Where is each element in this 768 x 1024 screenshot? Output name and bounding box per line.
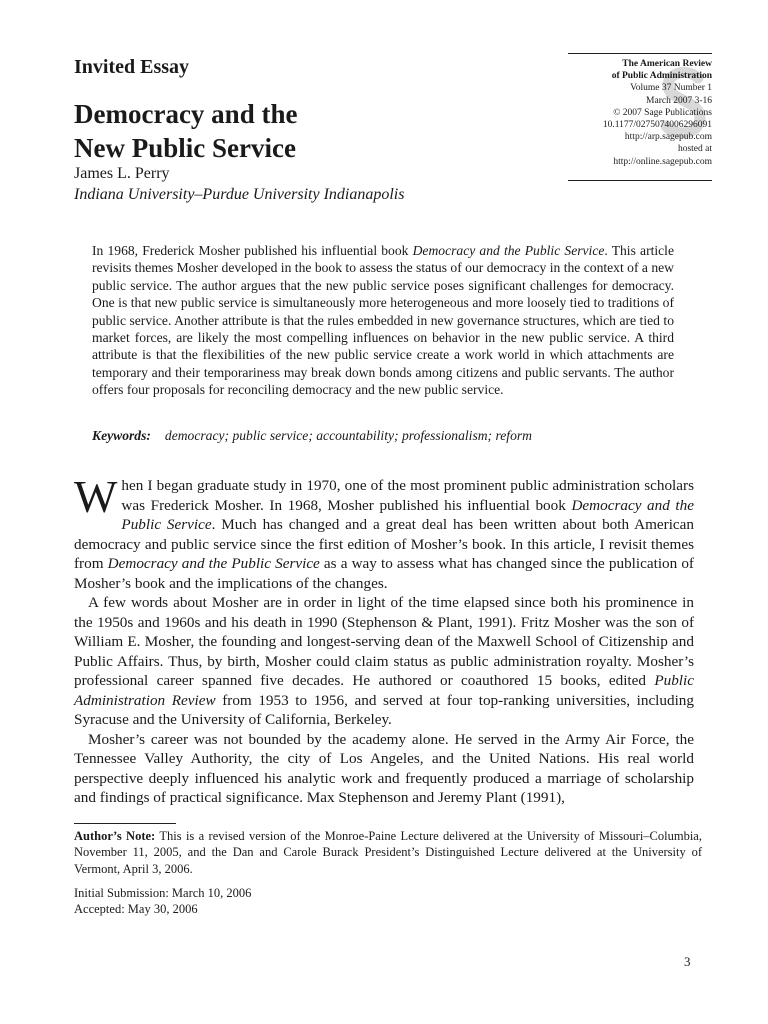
- author-affiliation: Indiana University–Purdue University Indianapolis: [74, 186, 405, 203]
- body-text: from 1953 to 1956, and served at four top-ranking universities, including Syracuse and the University of California, Berkeley.: [74, 691, 694, 728]
- author-note-text: This is a revised version of the Monroe-Paine Lecture delivered at the University of Missouri–Columbia, November 11, 2005, and the Dan and Carole Burack President’s Distinguished Lecture delivered at the University of Vermont, April 3, 2006.: [74, 829, 702, 876]
- section-label: Invited Essay: [74, 56, 190, 78]
- journal-url: http://arp.sagepub.com: [624, 132, 712, 143]
- journal-name-line-1: The American Review: [622, 59, 712, 69]
- journal-doi: 10.1177/0275074006296091: [602, 120, 712, 131]
- body-text: as a way to assess what has changed since the publication of Mosher’s book and the implications of the changes.: [74, 555, 694, 592]
- abstract-text-2: . This article revisits themes Mosher developed in the book to assess the status of our democracy in the context of a new public service. The author argues that the new public service poses significant challenges for democracy. One is that new public service is simultaneously more heterogeneous and more loosely tied to traditions of public service. Another attribute is that the rules embedded in new governance structures, which are tied to market forces, are likely the most compelling influences on behavior in the new public service. A third attribute is that the flexibilities of the new public service create a work world in which attachments are temporary and their temporariness may break down bonds among citizens and public servants. The author offers four proposals for reconciling democracy and the new public service.: [92, 243, 674, 398]
- title-line-1: Democracy and the: [74, 99, 298, 129]
- journal-info-lines: [603, 58, 712, 168]
- abstract: [92, 242, 674, 399]
- page-number: 3: [684, 954, 691, 969]
- body-text: hen I began graduate study in 1970, one of the most prominent public administration scholars was Frederick Mosher. In 1968, Mosher published his influential book: [121, 477, 694, 514]
- journal-title: Public Administration Review: [74, 672, 694, 709]
- title-line-2: New Public Service: [74, 133, 296, 163]
- book-title: Democracy and the Public Service: [107, 555, 320, 572]
- keywords-value: democracy; public service; accountability; professionalism; reform: [164, 428, 532, 443]
- accepted-date: Accepted: May 30, 2006: [74, 902, 198, 917]
- initial-submission: Initial Submission: March 10, 2006: [74, 886, 252, 900]
- article-title: [74, 97, 494, 165]
- submission-dates: [74, 885, 251, 918]
- author-note: [74, 828, 702, 877]
- keywords-label: Keywords:: [92, 428, 151, 443]
- journal-name-line-2: of Public Administration: [611, 71, 712, 82]
- journal-hosted-at: hosted at: [677, 144, 712, 155]
- body-paragraph-3: Mosher’s career was not bounded by the academy alone. He served in the Army Air Force, the Tennessee Valley Authority, the city of Los Angeles, and the United Nations. His real world perspective deeply influenced his analytic work and frequently produced a marriage of scholarship and findings of practical significance. Max Stephenson and Jeremy Plant (1991),: [74, 730, 694, 806]
- body-text: . Much has changed and a great deal has been written about both American democracy and public service since the first edition of Mosher’s book. In this article, I revisit themes from: [74, 516, 694, 572]
- journal-info-box: [568, 53, 712, 181]
- book-title: Democracy and the Public Service: [121, 496, 694, 533]
- body-paragraph-2: [74, 593, 694, 730]
- journal-date-pages: March 2007 3-16: [646, 95, 712, 106]
- abstract-text-1: In 1968, Frederick Mosher published his influential book: [92, 243, 413, 258]
- abstract-book-title: Democracy and the Public Service: [412, 243, 605, 258]
- keywords: [92, 428, 682, 444]
- article-body: [74, 471, 694, 808]
- author-name: James L. Perry: [74, 165, 170, 182]
- journal-volume: Volume 37 Number 1: [630, 83, 712, 94]
- drop-cap: W: [74, 471, 118, 522]
- author-note-label: Author’s Note:: [74, 829, 156, 843]
- body-text: A few words about Mosher are in order in light of the time elapsed since both his prominence in the 1950s and 1960s and his death in 1990 (Stephenson & Plant, 1991). Fritz Mosher was the son of William E. Mosher, the founding and longest-serving dean of the Maxwell School of Citizenship and Public Affairs. Thus, by birth, Mosher could claim status as public administration royalty. Mosher’s professional career spanned five decades. He authored or coauthored 15 books, edited: [74, 594, 694, 689]
- body-paragraph-1: [74, 471, 694, 593]
- journal-copyright: © 2007 Sage Publications: [613, 107, 712, 118]
- footnote-rule: [74, 823, 176, 824]
- journal-host-url: http://online.sagepub.com: [613, 156, 712, 167]
